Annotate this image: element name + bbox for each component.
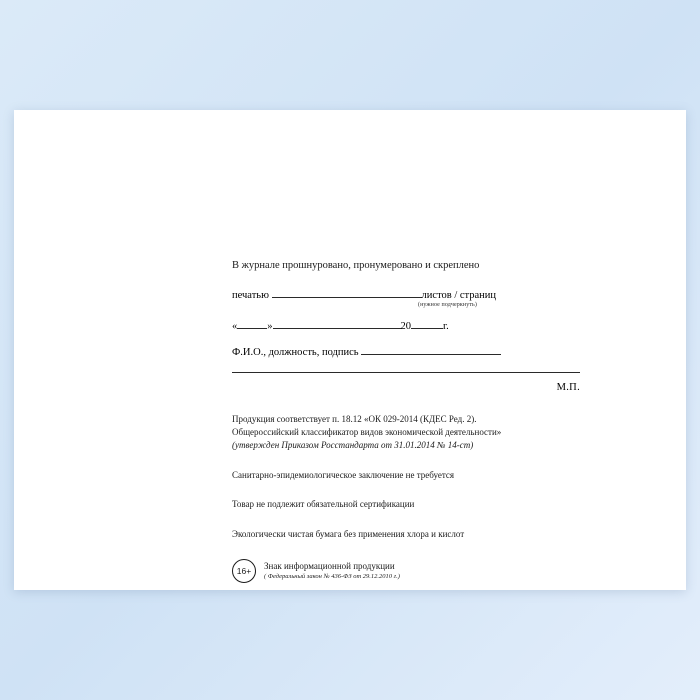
age-mark-title: Знак информационной продукции <box>264 560 395 571</box>
date-quote-close: » <box>267 321 273 333</box>
age-mark-texts <box>264 561 400 582</box>
date-quote-open: « <box>232 321 238 333</box>
age-mark-row <box>232 559 592 583</box>
year-prefix: 20 <box>400 321 411 333</box>
year-fill-line[interactable] <box>411 318 443 329</box>
day-fill-line[interactable] <box>237 318 267 329</box>
sheets-note: (нужное подчеркнуть) <box>418 302 477 309</box>
note-certification: Товар не подлежит обязательной сертификации <box>232 499 415 510</box>
seal-row <box>232 287 592 301</box>
fio-label: Ф.И.О., должность, подпись <box>232 347 359 359</box>
note-okved-line3: (утвержден Приказом Росстандарта от 31.01.2014 № 14-ст) <box>232 439 474 450</box>
age-mark-subtitle: ( Федеральный закон № 436-ФЗ от 29.12.2010 г.) <box>264 573 400 581</box>
fio-fill-line[interactable] <box>361 344 501 355</box>
note-okved <box>232 413 584 451</box>
year-suffix: г. <box>443 321 449 333</box>
seal-label: печатью <box>232 290 269 302</box>
stamp-place-label: М.П. <box>556 382 580 394</box>
note-sanitary: Санитарно-эпидемиологическое заключение не требуется <box>232 469 455 480</box>
sheets-label: листов / страниц <box>421 290 497 302</box>
note-ecology: Экологически чистая бумага без применения хлора и кислот <box>232 529 465 540</box>
age-rating-badge-icon: 16+ <box>232 559 256 583</box>
document-content <box>232 258 592 583</box>
certification-intro: В журнале прошнуровано, пронумеровано и скреплено <box>232 260 480 271</box>
seal-fill-line[interactable] <box>272 287 422 298</box>
date-row <box>232 318 592 332</box>
fio-row <box>232 344 592 358</box>
note-okved-line1: Продукция соответствует п. 18.12 «ОК 029-2014 (КДЕС Ред. 2). <box>232 414 477 425</box>
fio-second-fill-line[interactable] <box>232 371 580 373</box>
month-fill-line[interactable] <box>273 318 401 329</box>
document-page <box>14 110 686 590</box>
note-okved-line2: Общероссийский классификатор видов экономической деятельности» <box>232 426 502 437</box>
